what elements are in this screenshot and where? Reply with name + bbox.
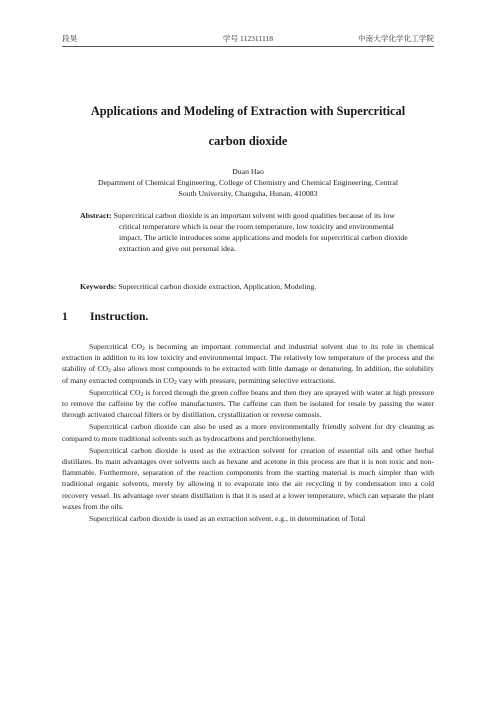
title-line-2: carbon dioxide <box>208 134 288 148</box>
author-block <box>62 166 434 199</box>
header-institution: 中南大学化学化工学院 <box>358 34 434 43</box>
author-affiliation-2: South University, Changsha, Hunan, 410083 <box>178 189 318 198</box>
author-name: Duan Hao <box>232 167 264 176</box>
body-text <box>62 341 434 525</box>
header-author: 段昊 <box>62 34 78 43</box>
abstract <box>80 210 416 254</box>
section-heading <box>62 310 434 323</box>
keywords-label: Keywords: <box>80 282 117 291</box>
keywords <box>80 281 416 292</box>
header-student-id: 学号 112311118 <box>222 34 274 43</box>
paragraph-4: Supercritical carbon dioxide is used as the extraction solvent for creation of essential oils and other herbal distillates. Its main advantages over solvents such as hexane and acetone in this process are that it is non toxic and non-flammable. Furthermore, separation of the reaction components from the starting material is much simpler than with traditional organic solvents, merely by allowing it to evaporate into the air recycling it by condensation into a cold recovery vessel. Its advantage over steam distillation is that it is used at a lower temperature, which can separate the plant waxes from the oils. <box>62 445 434 511</box>
paragraph-5: Supercritical carbon dioxide is used as an extraction solvent, e.g., in determination of Total <box>89 514 366 524</box>
paragraph-3: Supercritical carbon dioxide can also be used as a more environmentally friendly solvent for dry cleaning as compared to more traditional solvents such as hydrocarbons and perchloroethylene. <box>62 422 434 443</box>
title-line-1: Applications and Modeling of Extraction with Supercritical <box>90 104 406 118</box>
author-affiliation-1: Department of Chemical Engineering, College of Chemistry and Chemical Engineering, Central <box>97 178 399 187</box>
page-header <box>62 30 434 47</box>
paragraph-2: Supercritical $CO_2$ is forced through the green coffee beans and then they are sprayed with water at high pressure to remove the caffeine by the coffee manufacturers. The caffeine can then be isolated for resale by passing the water through activated charcoal filters or by distillation, crystallization or reverse osmosis. <box>62 387 434 420</box>
section-title: Instruction. <box>90 310 149 323</box>
abstract-text: Supercritical carbon dioxide is an important solvent with good qualities because of its low critical temperature which is near the room temperature, low toxicity and environmental impact. The article introduces some applications and models for supercritical carbon dioxide extraction and give out personal idea. <box>113 211 408 253</box>
abstract-label: Abstract: <box>80 211 112 220</box>
section-number: 1 <box>62 310 68 323</box>
keywords-text: Supercritical carbon dioxide extraction, Application, Modeling. <box>118 282 317 291</box>
paragraph-1: Supercritical $CO_2$ is becoming an important commercial and industrial solvent due to its role in chemical extraction in addition to its low toxicity and environmental impact. The relatively low temperature of the process and the stability of $CO_2$ also allows most compounds to be extracted with little damage or denaturing. In addition, the solubility of many extracted compounds in $CO_2$ vary with pressure, permitting selective extractions. <box>62 342 434 386</box>
paper-title <box>62 96 434 156</box>
